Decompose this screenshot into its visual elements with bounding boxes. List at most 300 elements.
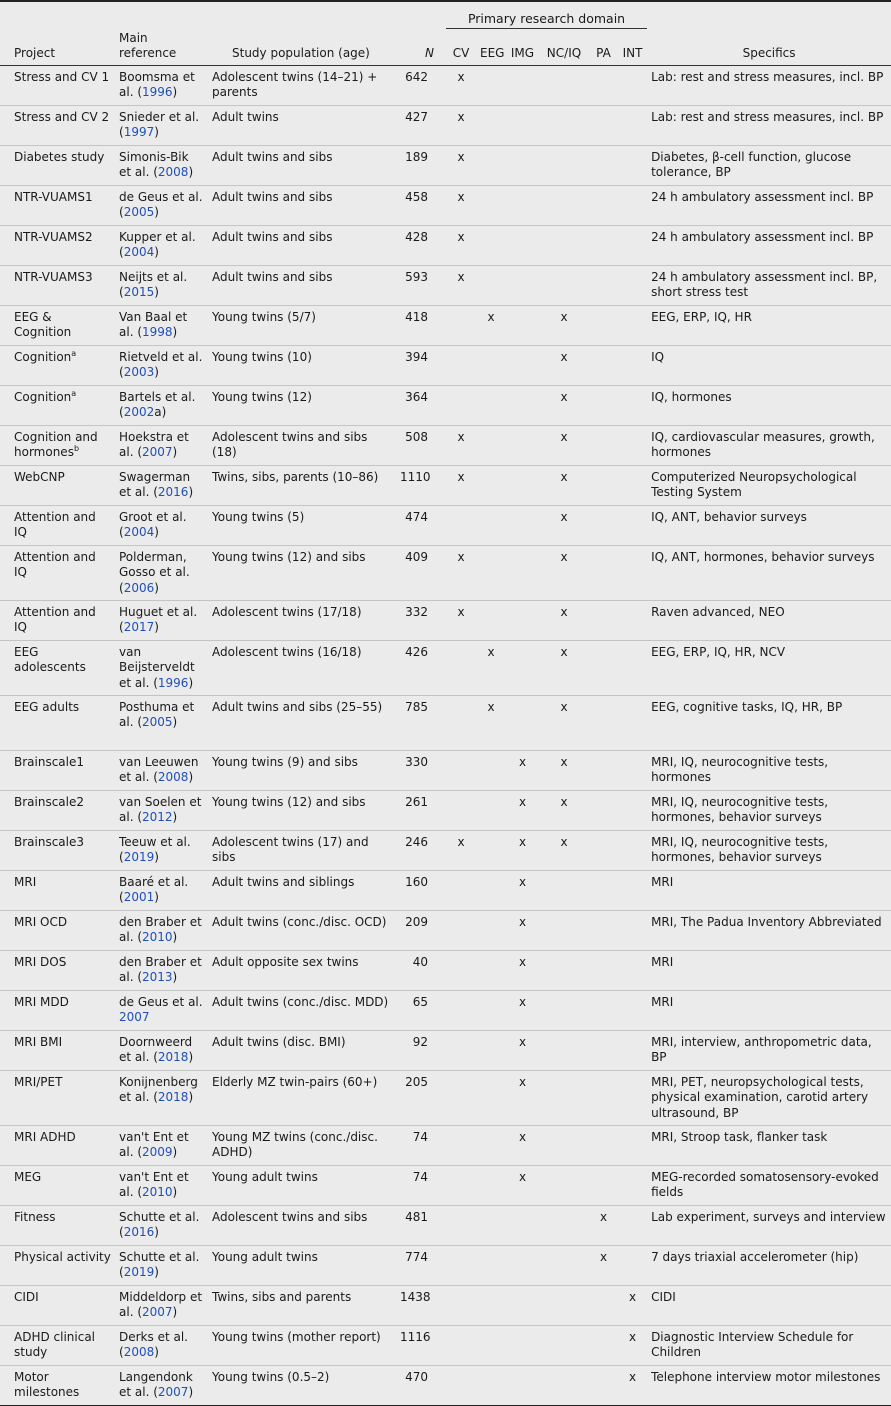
int-mark: [618, 695, 647, 750]
cv-mark: x: [446, 465, 476, 505]
project-cell: [0, 1365, 115, 1405]
nciq-mark: [539, 145, 589, 185]
project-name: WebCNP: [14, 469, 65, 484]
int-mark: [618, 465, 647, 505]
cv-mark: [446, 1285, 476, 1325]
pa-mark: [589, 385, 618, 425]
project-cell: [0, 225, 115, 265]
int-mark: [618, 790, 647, 830]
int-mark: x: [618, 1325, 647, 1365]
reference-year-link[interactable]: 2015: [123, 285, 155, 299]
table-row: [0, 1285, 891, 1325]
n-cell: 1110: [396, 465, 446, 505]
cv-mark: [446, 385, 476, 425]
eeg-mark: [476, 750, 506, 790]
population-cell: Adult twins (conc./disc. MDD): [208, 990, 396, 1030]
table-row: [0, 305, 891, 345]
cv-mark: [446, 345, 476, 385]
int-mark: [618, 1245, 647, 1285]
footnote-mark: a: [71, 348, 77, 358]
eeg-mark: [476, 105, 506, 145]
nciq-mark: x: [539, 465, 589, 505]
img-mark: [506, 1285, 539, 1325]
specifics-cell: Lab: rest and stress measures, incl. BP: [647, 105, 891, 145]
project-name: EEG adults: [14, 699, 80, 714]
project-name: MRI: [14, 874, 37, 889]
img-mark: [506, 505, 539, 545]
reference-cell: Schutte et al. (2019): [115, 1245, 208, 1285]
eeg-mark: [476, 870, 506, 910]
project-cell: [0, 1070, 115, 1125]
cv-mark: [446, 695, 476, 750]
cv-mark: x: [446, 600, 476, 640]
int-mark: x: [618, 1365, 647, 1405]
table-row: [0, 950, 891, 990]
specifics-cell: MRI, interview, anthropometric data, BP: [647, 1030, 891, 1070]
pa-mark: [589, 305, 618, 345]
img-mark: [506, 465, 539, 505]
cv-mark: [446, 1070, 476, 1125]
reference-cell: Rietveld et al. (2003): [115, 345, 208, 385]
project-name: MEG: [14, 1169, 42, 1184]
project-cell: [0, 185, 115, 225]
specifics-cell: Lab experiment, surveys and interview: [647, 1205, 891, 1245]
pa-mark: [589, 1325, 618, 1365]
project-cell: [0, 1205, 115, 1245]
specifics-cell: EEG, ERP, IQ, HR, NCV: [647, 640, 891, 695]
nciq-mark: [539, 1125, 589, 1165]
col-nciq: NC/IQ: [539, 29, 589, 66]
reference-year-link[interactable]: 1996: [142, 85, 173, 99]
population-cell: Adult twins and sibs: [208, 185, 396, 225]
project-name: Fitness: [14, 1209, 56, 1224]
nciq-mark: x: [539, 505, 589, 545]
reference-year-link[interactable]: 2008: [157, 165, 189, 179]
nciq-mark: [539, 1070, 589, 1125]
domain-group-header: Primary research domain: [446, 1, 647, 29]
n-cell: 364: [396, 385, 446, 425]
n-cell: 160: [396, 870, 446, 910]
img-mark: [506, 640, 539, 695]
n-cell: 330: [396, 750, 446, 790]
project-cell: [0, 305, 115, 345]
eeg-mark: [476, 1285, 506, 1325]
img-mark: x: [506, 1070, 539, 1125]
eeg-mark: [476, 385, 506, 425]
n-cell: 1438: [396, 1285, 446, 1325]
pa-mark: [589, 870, 618, 910]
reference-year-link[interactable]: 1998: [142, 325, 173, 339]
population-cell: Adult twins and sibs (25–55): [208, 695, 396, 750]
reference-year-link[interactable]: 1996: [157, 675, 189, 690]
reference-year-link[interactable]: 2001: [123, 890, 155, 904]
n-cell: 642: [396, 65, 446, 105]
nciq-mark: x: [539, 695, 589, 750]
reference-year-link[interactable]: 1997: [123, 125, 155, 139]
eeg-mark: [476, 1165, 506, 1205]
int-mark: [618, 1070, 647, 1125]
cv-mark: x: [446, 545, 476, 600]
reference-year-link[interactable]: 2006: [123, 580, 155, 595]
img-mark: [506, 385, 539, 425]
pa-mark: [589, 545, 618, 600]
img-mark: [506, 425, 539, 465]
reference-cell: van Leeuwen et al. (2008): [115, 750, 208, 790]
reference-year-link[interactable]: 2005: [142, 715, 173, 729]
specifics-cell: Telephone interview motor milestones: [647, 1365, 891, 1405]
project-cell: [0, 65, 115, 105]
specifics-cell: MRI, IQ, neurocognitive tests, hormones, behavior surveys: [647, 830, 891, 870]
n-cell: 785: [396, 695, 446, 750]
reference-year-link[interactable]: 2007: [157, 1385, 189, 1399]
reference-cell: Bartels et al. (2002a): [115, 385, 208, 425]
population-cell: Adult twins and siblings: [208, 870, 396, 910]
project-name: Brainscale1: [14, 754, 85, 769]
pa-mark: [589, 910, 618, 950]
img-mark: x: [506, 1030, 539, 1070]
project-cell: [0, 695, 115, 750]
img-mark: [506, 695, 539, 750]
population-cell: Young twins (12) and sibs: [208, 545, 396, 600]
eeg-mark: [476, 505, 506, 545]
n-cell: 246: [396, 830, 446, 870]
specifics-cell: MRI: [647, 950, 891, 990]
table-row: [0, 830, 891, 870]
reference-cell: Middeldorp et al. (2007): [115, 1285, 208, 1325]
nciq-mark: [539, 1365, 589, 1405]
reference-year-link[interactable]: 2005: [123, 205, 155, 219]
table-row: [0, 345, 891, 385]
reference-year-link[interactable]: 2016: [157, 485, 189, 499]
int-mark: [618, 1125, 647, 1165]
n-cell: 470: [396, 1365, 446, 1405]
specifics-cell: MRI, The Padua Inventory Abbreviated: [647, 910, 891, 950]
int-mark: [618, 830, 647, 870]
project-name: Physical activity: [14, 1249, 111, 1264]
pa-mark: [589, 225, 618, 265]
nciq-mark: [539, 950, 589, 990]
nciq-mark: [539, 990, 589, 1030]
int-mark: [618, 65, 647, 105]
project-cell: [0, 910, 115, 950]
project-name: EEG adolescents: [14, 644, 86, 674]
reference-year-link[interactable]: 2007: [142, 445, 173, 459]
nciq-mark: [539, 1285, 589, 1325]
table-row: [0, 1165, 891, 1205]
project-name: Cognition: [14, 349, 72, 364]
n-cell: 332: [396, 600, 446, 640]
eeg-mark: [476, 145, 506, 185]
project-name: Diabetes study: [14, 149, 105, 164]
nciq-mark: [539, 1325, 589, 1365]
n-cell: 74: [396, 1165, 446, 1205]
reference-cell: Groot et al. (2004): [115, 505, 208, 545]
pa-mark: [589, 465, 618, 505]
table-row: [0, 750, 891, 790]
project-cell: [0, 345, 115, 385]
cv-mark: [446, 910, 476, 950]
img-mark: x: [506, 1125, 539, 1165]
n-cell: 205: [396, 1070, 446, 1125]
reference-year-link[interactable]: 2018: [157, 1090, 189, 1104]
project-cell: [0, 1030, 115, 1070]
n-cell: 774: [396, 1245, 446, 1285]
cv-mark: [446, 1365, 476, 1405]
nciq-mark: [539, 65, 589, 105]
reference-cell: van Soelen et al. (2012): [115, 790, 208, 830]
cv-mark: [446, 1125, 476, 1165]
pa-mark: [589, 990, 618, 1030]
eeg-mark: [476, 950, 506, 990]
img-mark: x: [506, 830, 539, 870]
int-mark: [618, 105, 647, 145]
project-name: MRI MDD: [14, 994, 69, 1009]
population-cell: Adolescent twins and sibs: [208, 1205, 396, 1245]
eeg-mark: x: [476, 640, 506, 695]
n-cell: 261: [396, 790, 446, 830]
specifics-cell: IQ: [647, 345, 891, 385]
project-cell: [0, 145, 115, 185]
reference-cell: Schutte et al. (2016): [115, 1205, 208, 1245]
nciq-mark: [539, 1205, 589, 1245]
project-name: Cognition and hormones: [14, 429, 98, 459]
img-mark: x: [506, 910, 539, 950]
table-row: [0, 1365, 891, 1405]
col-population: Study population (age): [208, 29, 396, 66]
col-cv: CV: [446, 29, 476, 66]
img-mark: [506, 600, 539, 640]
reference-year-link[interactable]: 2019: [123, 850, 155, 864]
reference-year-link[interactable]: 2004: [123, 245, 155, 259]
eeg-mark: x: [476, 695, 506, 750]
population-cell: Young twins (9) and sibs: [208, 750, 396, 790]
cv-mark: x: [446, 425, 476, 465]
n-cell: 418: [396, 305, 446, 345]
col-project: Project: [0, 29, 115, 66]
pa-mark: [589, 345, 618, 385]
project-name: CIDI: [14, 1289, 39, 1304]
n-cell: 426: [396, 640, 446, 695]
int-mark: [618, 600, 647, 640]
nciq-mark: x: [539, 640, 589, 695]
img-mark: [506, 1325, 539, 1365]
population-cell: Twins, sibs and parents: [208, 1285, 396, 1325]
eeg-mark: [476, 265, 506, 305]
reference-cell: Swagerman et al. (2016): [115, 465, 208, 505]
reference-cell: Neijts et al. (2015): [115, 265, 208, 305]
n-cell: 209: [396, 910, 446, 950]
nciq-mark: x: [539, 345, 589, 385]
cv-mark: [446, 750, 476, 790]
table-row: [0, 695, 891, 750]
n-cell: 1116: [396, 1325, 446, 1365]
reference-cell: den Braber et al. (2013): [115, 950, 208, 990]
project-cell: [0, 545, 115, 600]
cv-mark: [446, 870, 476, 910]
eeg-mark: [476, 1205, 506, 1245]
pa-mark: [589, 830, 618, 870]
specifics-cell: 24 h ambulatory assessment incl. BP, short stress test: [647, 265, 891, 305]
reference-year-link[interactable]: 2002: [123, 405, 155, 419]
nciq-mark: [539, 105, 589, 145]
table-row: [0, 1205, 891, 1245]
int-mark: [618, 425, 647, 465]
nciq-mark: x: [539, 790, 589, 830]
int-mark: [618, 185, 647, 225]
reference-cell: Polderman, Gosso et al. (2006): [115, 545, 208, 600]
project-name: Brainscale3: [14, 834, 85, 849]
col-specifics: Specifics: [647, 29, 891, 66]
nciq-mark: [539, 1030, 589, 1070]
population-cell: Young twins (5/7): [208, 305, 396, 345]
eeg-mark: [476, 1365, 506, 1405]
img-mark: x: [506, 870, 539, 910]
reference-year-link[interactable]: 2010: [142, 930, 173, 944]
cv-mark: [446, 950, 476, 990]
reference-year-link[interactable]: 2007: [119, 1010, 150, 1024]
project-cell: [0, 830, 115, 870]
project-name: Stress and CV 1: [14, 69, 110, 84]
pa-mark: [589, 1030, 618, 1070]
int-mark: [618, 545, 647, 600]
cv-mark: [446, 1245, 476, 1285]
project-name: MRI BMI: [14, 1034, 63, 1049]
int-mark: [618, 385, 647, 425]
img-mark: [506, 545, 539, 600]
population-cell: Twins, sibs, parents (10–86): [208, 465, 396, 505]
specifics-cell: EEG, ERP, IQ, HR: [647, 305, 891, 345]
project-name: Cognition: [14, 389, 72, 404]
reference-year-link[interactable]: 2012: [142, 810, 173, 824]
int-mark: [618, 1165, 647, 1205]
table-row: [0, 185, 891, 225]
specifics-cell: Raven advanced, NEO: [647, 600, 891, 640]
reference-year-link[interactable]: 2009: [142, 1145, 173, 1159]
reference-year-link[interactable]: 2004: [123, 525, 155, 539]
n-cell: 428: [396, 225, 446, 265]
eeg-mark: [476, 65, 506, 105]
population-cell: Adolescent twins and sibs (18): [208, 425, 396, 465]
reference-year-link[interactable]: 2008: [123, 1345, 155, 1359]
eeg-mark: [476, 1245, 506, 1285]
table-row: [0, 910, 891, 950]
cv-mark: [446, 305, 476, 345]
cv-mark: x: [446, 225, 476, 265]
reference-year-link[interactable]: 2016: [123, 1225, 155, 1239]
cv-mark: [446, 1325, 476, 1365]
cv-mark: x: [446, 145, 476, 185]
project-cell: [0, 950, 115, 990]
col-img: IMG: [506, 29, 539, 66]
population-cell: Young twins (mother report): [208, 1325, 396, 1365]
reference-year-link[interactable]: 2010: [142, 1185, 173, 1199]
project-name: ADHD clinical study: [14, 1329, 96, 1359]
img-mark: x: [506, 1165, 539, 1205]
img-mark: x: [506, 950, 539, 990]
int-mark: [618, 145, 647, 185]
table-row: [0, 790, 891, 830]
reference-year-link[interactable]: 2019: [123, 1265, 155, 1279]
reference-year-link[interactable]: 2017: [123, 620, 155, 634]
n-cell: 427: [396, 105, 446, 145]
int-mark: [618, 750, 647, 790]
cv-mark: [446, 990, 476, 1030]
eeg-mark: [476, 1070, 506, 1125]
specifics-cell: 24 h ambulatory assessment incl. BP: [647, 185, 891, 225]
project-name: Attention and IQ: [14, 604, 96, 634]
table-row: [0, 465, 891, 505]
reference-year-link[interactable]: 2013: [142, 970, 173, 984]
col-pa: PA: [589, 29, 618, 66]
specifics-cell: IQ, hormones: [647, 385, 891, 425]
population-cell: Adolescent twins (16/18): [208, 640, 396, 695]
reference-year-link[interactable]: 2018: [157, 1050, 189, 1064]
project-cell: [0, 425, 115, 465]
project-cell: [0, 870, 115, 910]
col-n: N: [396, 29, 446, 66]
reference-year-link[interactable]: 2003: [123, 365, 155, 379]
n-cell: 92: [396, 1030, 446, 1070]
reference-year-link[interactable]: 2007: [142, 1305, 173, 1319]
nciq-mark: x: [539, 425, 589, 465]
img-mark: [506, 1205, 539, 1245]
table-row: [0, 545, 891, 600]
specifics-cell: MRI, IQ, neurocognitive tests, hormones, behavior surveys: [647, 790, 891, 830]
img-mark: [506, 1245, 539, 1285]
population-cell: Elderly MZ twin-pairs (60+): [208, 1070, 396, 1125]
pa-mark: [589, 950, 618, 990]
eeg-mark: [476, 1030, 506, 1070]
eeg-mark: [476, 600, 506, 640]
specifics-cell: 7 days triaxial accelerometer (hip): [647, 1245, 891, 1285]
reference-year-link[interactable]: 2008: [157, 770, 189, 784]
nciq-mark: [539, 1245, 589, 1285]
table-row: [0, 640, 891, 695]
pa-mark: [589, 505, 618, 545]
population-cell: Young adult twins: [208, 1245, 396, 1285]
pa-mark: [589, 145, 618, 185]
pa-mark: [589, 1365, 618, 1405]
eeg-mark: [476, 910, 506, 950]
col-reference: Main reference: [115, 29, 208, 66]
specifics-cell: MRI: [647, 870, 891, 910]
table-row: [0, 990, 891, 1030]
specifics-cell: Lab: rest and stress measures, incl. BP: [647, 65, 891, 105]
nciq-mark: x: [539, 750, 589, 790]
n-cell: 593: [396, 265, 446, 305]
img-mark: [506, 225, 539, 265]
specifics-cell: MRI, PET, neuropsychological tests, physical examination, carotid artery ultrasound, BP: [647, 1070, 891, 1125]
project-cell: [0, 1125, 115, 1165]
cv-mark: x: [446, 105, 476, 145]
img-mark: [506, 1365, 539, 1405]
specifics-cell: MRI, Stroop task, flanker task: [647, 1125, 891, 1165]
nciq-mark: [539, 265, 589, 305]
project-name: NTR-VUAMS3: [14, 269, 93, 284]
project-cell: [0, 505, 115, 545]
reference-cell: van Beijsterveldt et al. (1996): [115, 640, 208, 695]
nciq-mark: x: [539, 385, 589, 425]
reference-cell: Hoekstra et al. (2007): [115, 425, 208, 465]
table-row: [0, 385, 891, 425]
project-cell: [0, 990, 115, 1030]
nciq-mark: [539, 185, 589, 225]
pa-mark: [589, 105, 618, 145]
reference-cell: Huguet et al. (2017): [115, 600, 208, 640]
table-row: [0, 265, 891, 305]
project-cell: [0, 750, 115, 790]
population-cell: Young twins (12) and sibs: [208, 790, 396, 830]
